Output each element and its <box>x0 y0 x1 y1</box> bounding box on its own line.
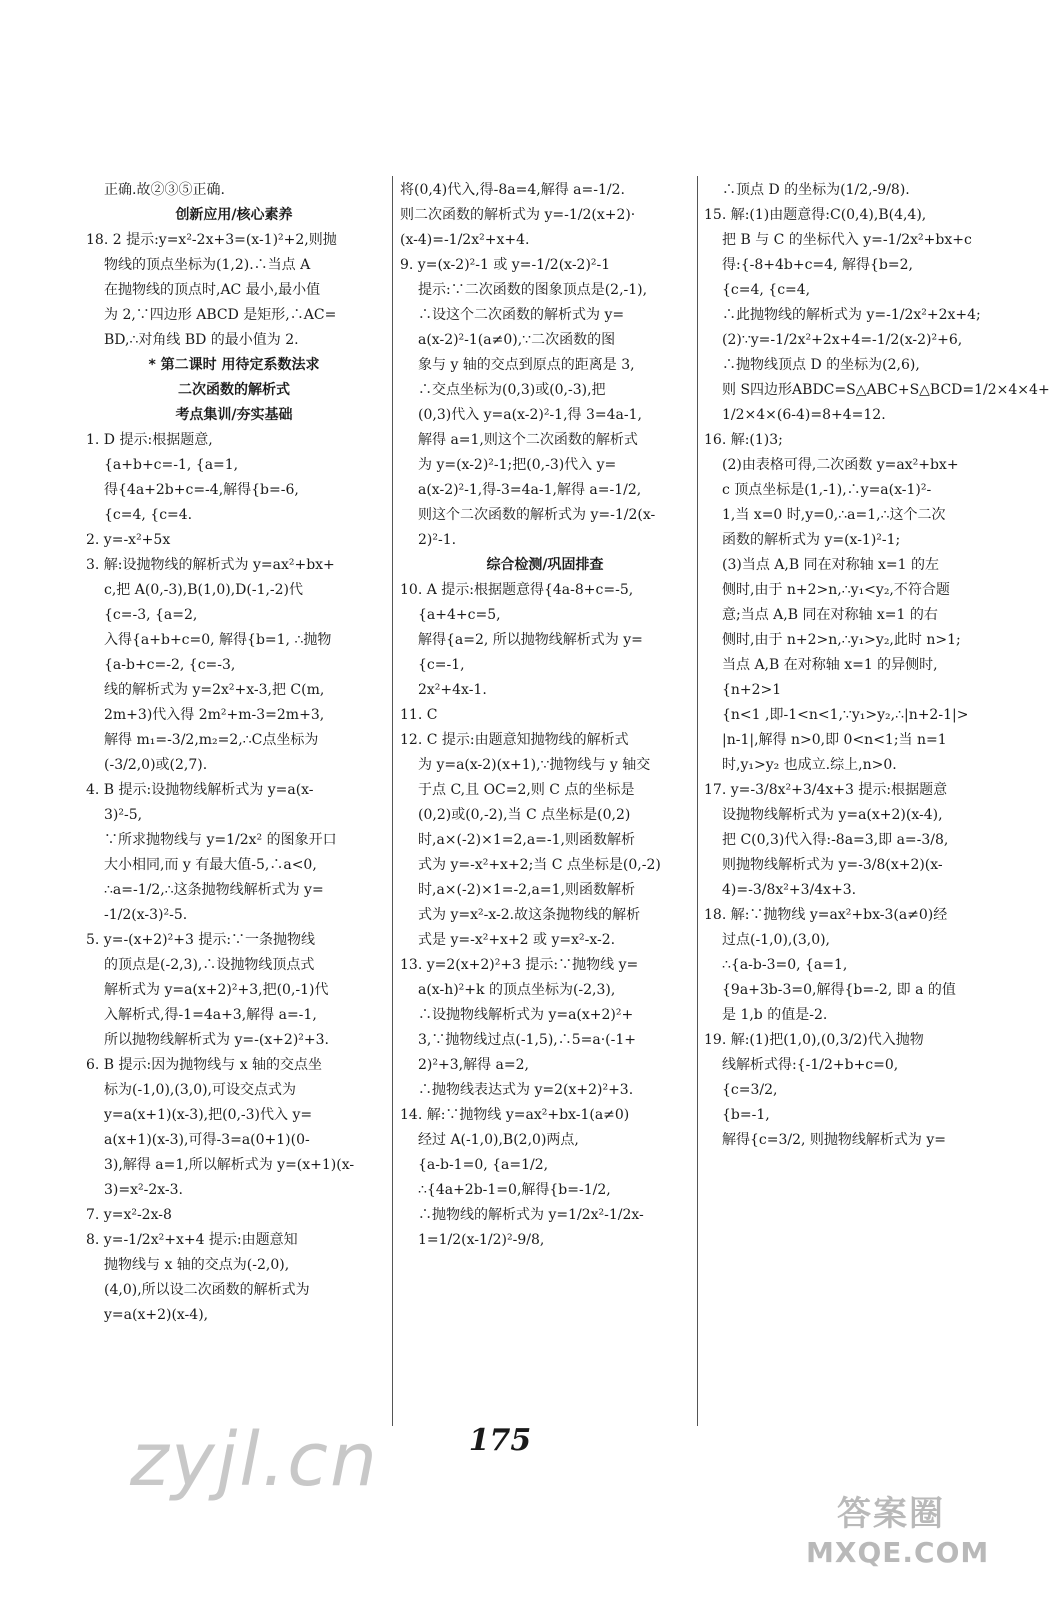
lesson-title: * 第二课时 用待定系数法求 <box>148 357 320 373</box>
answer-column-3 <box>704 178 1050 1153</box>
text-line: 的顶点是(-2,3),∴设抛物线顶点式 <box>104 957 315 973</box>
equation-system: {c=-3, {a=2, <box>104 607 198 623</box>
section-heading: 考点集训/夯实基础 <box>175 407 293 423</box>
text-line: y=a(x+2)(x-4), <box>104 1307 209 1323</box>
text-line: 时,a×(-2)×1=-2,a=1,则函数解析 <box>418 882 635 898</box>
answer-item-9: 9. y=(x-2)²-1 或 y=-1/2(x-2)²-1 <box>400 257 611 273</box>
answer-column-2 <box>400 178 690 1253</box>
answer-item-19: 19. 解:(1)把(1,0),(0,3/2)代入抛物 <box>704 1032 924 1048</box>
equation-system: {a+4+c=5, <box>418 607 501 623</box>
text-line: 大小相同,而 y 有最大值-5,∴a<0, <box>104 857 317 873</box>
text-line: -1/2(x-3)²-5. <box>104 907 188 923</box>
equation-system: ∴{4a+2b-1=0,解得{b=-1/2, <box>418 1182 611 1198</box>
text-line: ∴此抛物线的解析式为 y=-1/2x²+2x+4; <box>722 307 981 323</box>
equation-system: {c=-1, <box>418 657 465 673</box>
equation-system: {n+2>1 <box>722 682 782 698</box>
logo-title: 答案圈 <box>837 1494 945 1534</box>
text-line: ∵所求抛物线与 y=1/2x² 的图象开口 <box>104 832 337 848</box>
text-line: 解得 a=1,则这个二次函数的解析式 <box>418 432 638 448</box>
text-line: 为 y=a(x-2)(x+1),∵抛物线与 y 轴交 <box>418 757 651 773</box>
section-heading: 综合检测/巩固排查 <box>486 557 604 573</box>
equation-system: 入得{a+b+c=0, 解得{b=1, ∴抛物 <box>104 632 332 648</box>
text-line: ∴抛物线顶点 D 的坐标为(2,6), <box>722 357 920 373</box>
text-line: c 顶点坐标是(1,-1),∴y=a(x-1)²- <box>722 482 932 498</box>
answer-item-18: 18. 解:∵抛物线 y=ax²+bx-3(a≠0)经 <box>704 907 948 923</box>
text-line: 解析式为 y=a(x+2)²+3,把(0,-1)代 <box>104 982 329 998</box>
text-line: 2m+3)代入得 2m²+m-3=2m+3, <box>104 707 325 723</box>
text-line: 在抛物线的顶点时,AC 最小,最小值 <box>104 282 321 298</box>
equation-system: 得:{-8+4b+c=4, 解得{b=2, <box>722 257 913 273</box>
page-number: 175 <box>468 1423 532 1458</box>
equation-system: 线解析式得:{-1/2+b+c=0, <box>722 1057 899 1073</box>
text-line: (4,0),所以设二次函数的解析式为 <box>104 1282 310 1298</box>
logo-url: MXQE.COM <box>806 1536 990 1569</box>
text-line: 式为 y=-x²+x+2;当 C 点坐标是(0,-2) <box>418 857 661 873</box>
text-line: 标为(-1,0),(3,0),可设交点式为 <box>104 1082 297 1098</box>
text-line: 于点 C,且 OC=2,则 C 点的坐标是 <box>418 782 635 798</box>
text-line: ∴顶点 D 的坐标为(1/2,-9/8). <box>722 182 910 198</box>
text-line: a(x-h)²+k 的顶点坐标为(-2,3), <box>418 982 616 998</box>
column-divider <box>392 176 393 1426</box>
text-line: 2)²-1. <box>418 532 457 548</box>
text-line: |n-1|,解得 n>0,即 0<n<1;当 n=1 <box>722 732 947 748</box>
watermark: zyjl.cn <box>130 1417 379 1503</box>
answer-item-7: 7. y=x²-2x-8 <box>86 1207 172 1223</box>
text-line: 侧时,由于 n+2>n,∴y₁<y₂,不符合题 <box>722 582 950 598</box>
text-line: ∴抛物线表达式为 y=2(x+2)²+3. <box>418 1082 634 1098</box>
lesson-title: 二次函数的解析式 <box>178 382 290 398</box>
text-line: 4)=-3/8x²+3/4x+3. <box>722 882 857 898</box>
text-line: 时,a×(-2)×1=2,a=-1,则函数解析 <box>418 832 635 848</box>
text-line: 1/2×4×(6-4)=8+4=12. <box>722 407 886 423</box>
text-line: 把 B 与 C 的坐标代入 y=-1/2x²+bx+c <box>722 232 972 248</box>
answer-item-8: 8. y=-1/2x²+x+4 提示:由题意知 <box>86 1232 298 1248</box>
equation-system: 解得{a=2, 所以抛物线解析式为 y= <box>418 632 643 648</box>
text-line: c,把 A(0,-3),B(1,0),D(-1,-2)代 <box>104 582 304 598</box>
equation-system: {9a+3b-3=0,解得{b=-2, 即 a 的值 <box>722 982 956 998</box>
equation-system: {a-b-1=0, {a=1/2, <box>418 1157 549 1173</box>
text-line: ∴交点坐标为(0,3)或(0,-3),把 <box>418 382 606 398</box>
column-divider <box>697 176 698 1426</box>
section-heading: 创新应用/核心素养 <box>175 207 293 223</box>
text-line: 抛物线与 x 轴的交点为(-2,0), <box>104 1257 290 1273</box>
text-line: (2)由表格可得,二次函数 y=ax²+bx+ <box>722 457 959 473</box>
equation-system: 解得{c=3/2, 则抛物线解析式为 y= <box>722 1132 946 1148</box>
text-line: 3),解得 a=1,所以解析式为 y=(x+1)(x- <box>104 1157 355 1173</box>
equation-system: {b=-1, <box>722 1107 770 1123</box>
text-line: (x-4)=-1/2x²+x+4. <box>400 232 530 248</box>
text-line: 1,当 x=0 时,y=0,∴a=1,∴这个二次 <box>722 507 946 523</box>
text-line: ∴设抛物线解析式为 y=a(x+2)²+ <box>418 1007 634 1023</box>
answer-column-1 <box>86 178 382 1328</box>
text-line: 意;当点 A,B 同在对称轴 x=1 的右 <box>722 607 938 623</box>
text-line: 线的解析式为 y=2x²+x-3,把 C(m, <box>104 682 325 698</box>
equation-system: {a+b+c=-1, {a=1, <box>104 457 239 473</box>
answer-item-16: 16. 解:(1)3; <box>704 432 783 448</box>
text-line: 象与 y 轴的交点到原点的距离是 3, <box>418 357 635 373</box>
equation-system: {c=4, {c=4. <box>104 507 193 523</box>
text-line: 2x²+4x-1. <box>418 682 487 698</box>
text-line: 则 S四边形ABDC=S△ABC+S△BCD=1/2×4×4+ <box>722 382 1050 398</box>
site-logo <box>806 1492 990 1570</box>
text-line: 3)²-5, <box>104 807 143 823</box>
text-line: a(x-2)²-1,得-3=4a-1,解得 a=-1/2, <box>418 482 642 498</box>
text-line: 2)²+3,解得 a=2, <box>418 1057 529 1073</box>
text-line: ∴抛物线的解析式为 y=1/2x²-1/2x- <box>418 1207 644 1223</box>
answer-item-6: 6. B 提示:因为抛物线与 x 轴的交点坐 <box>86 1057 323 1073</box>
text-line: 设抛物线解析式为 y=a(x+2)(x-4), <box>722 807 943 823</box>
text-line: (0,2)或(0,-2),当 C 点坐标是(0,2) <box>418 807 631 823</box>
answer-item-15: 15. 解:(1)由题意得:C(0,4),B(4,4), <box>704 207 927 223</box>
text-line: a(x-2)²-1(a≠0),∵二次函数的图 <box>418 332 616 348</box>
answer-item-18: 18. 2 提示:y=x²-2x+3=(x-1)²+2,则抛 <box>86 232 337 248</box>
equation-system: 得{4a+2b+c=-4,解得{b=-6, <box>104 482 299 498</box>
text-line: 解得 m₁=-3/2,m₂=2,∴C点坐标为 <box>104 732 319 748</box>
answer-item-14: 14. 解:∵抛物线 y=ax²+bx-1(a≠0) <box>400 1107 630 1123</box>
text-line: BD,∴对角线 BD 的最小值为 2. <box>104 332 299 348</box>
text-line: (-3/2,0)或(2,7). <box>104 757 208 773</box>
text-line: 把 C(0,3)代入得:-8a=3,即 a=-3/8, <box>722 832 949 848</box>
answer-item-13: 13. y=2(x+2)²+3 提示:∵抛物线 y= <box>400 957 639 973</box>
text-line: y=a(x+1)(x-3),把(0,-3)代入 y= <box>104 1107 313 1123</box>
equation-system: ∴{a-b-3=0, {a=1, <box>722 957 848 973</box>
text-line: 提示:∵二次函数的图象顶点是(2,-1), <box>418 282 648 298</box>
answer-item-12: 12. C 提示:由题意知抛物线的解析式 <box>400 732 629 748</box>
text-line: 1=1/2(x-1/2)²-9/8, <box>418 1232 545 1248</box>
text-line: 侧时,由于 n+2>n,∴y₁>y₂,此时 n>1; <box>722 632 961 648</box>
text-line: 为 y=(x-2)²-1;把(0,-3)代入 y= <box>418 457 617 473</box>
text-line: 则抛物线解析式为 y=-3/8(x+2)(x- <box>722 857 943 873</box>
text-line: 为 2,∵四边形 ABCD 是矩形,∴AC= <box>104 307 337 323</box>
answer-item-2: 2. y=-x²+5x <box>86 532 171 548</box>
answer-item-17: 17. y=-3/8x²+3/4x+3 提示:根据题意 <box>704 782 948 798</box>
text-line: 物线的顶点坐标为(1,2).∴当点 A <box>104 257 311 273</box>
answer-item-4: 4. B 提示:设抛物线解析式为 y=a(x- <box>86 782 314 798</box>
text-line: 入解析式,得-1=4a+3,解得 a=-1, <box>104 1007 317 1023</box>
text-line: ∴设这个二次函数的解析式为 y= <box>418 307 625 323</box>
answer-item-11: 11. C <box>400 707 438 723</box>
text-line: 所以抛物线解析式为 y=-(x+2)²+3. <box>104 1032 329 1048</box>
equation-system: {a-b+c=-2, {c=-3, <box>104 657 236 673</box>
equation-system: {c=4, {c=4, <box>722 282 811 298</box>
text-line: 经过 A(-1,0),B(2,0)两点, <box>418 1132 579 1148</box>
text-line: 则二次函数的解析式为 y=-1/2(x+2)· <box>400 207 636 223</box>
text-line: a(x+1)(x-3),可得-3=a(0+1)(0- <box>104 1132 310 1148</box>
text-line: 时,y₁>y₂ 也成立.综上,n>0. <box>722 757 897 773</box>
answer-item-3: 3. 解:设抛物线的解析式为 y=ax²+bx+ <box>86 557 335 573</box>
text-line: 当点 A,B 在对称轴 x=1 的异侧时, <box>722 657 938 673</box>
text-line: 式为 y=x²-x-2.故这条抛物线的解析 <box>418 907 641 923</box>
text-line: 则这个二次函数的解析式为 y=-1/2(x- <box>418 507 656 523</box>
text-line: 函数的解析式为 y=(x-1)²-1; <box>722 532 901 548</box>
equation-system: {c=3/2, <box>722 1082 778 1098</box>
answer-item-5: 5. y=-(x+2)²+3 提示:∵一条抛物线 <box>86 932 316 948</box>
text-line: ∴a=-1/2,∴这条抛物线解析式为 y= <box>104 882 324 898</box>
text-line: 正确.故②③⑤正确. <box>104 182 225 198</box>
text-line: 式是 y=-x²+x+2 或 y=x²-x-2. <box>418 932 616 948</box>
text-line: 将(0,4)代入,得-8a=4,解得 a=-1/2. <box>400 182 625 198</box>
text-line: 过点(-1,0),(3,0), <box>722 932 831 948</box>
text-line: 3)=x²-2x-3. <box>104 1182 183 1198</box>
text-line: 是 1,b 的值是-2. <box>722 1007 828 1023</box>
equation-system: {n<1 ,即-1<n<1,∵y₁>y₂,∴|n+2-1|> <box>722 707 969 723</box>
answer-item-10: 10. A 提示:根据题意得{4a-8+c=-5, <box>400 582 634 598</box>
answer-item-1: 1. D 提示:根据题意, <box>86 432 213 448</box>
text-line: (3)当点 A,B 同在对称轴 x=1 的左 <box>722 557 940 573</box>
text-line: 3,∵抛物线过点(-1,5),∴5=a·(-1+ <box>418 1032 636 1048</box>
text-line: (2)∵y=-1/2x²+2x+4=-1/2(x-2)²+6, <box>722 332 963 348</box>
text-line: (0,3)代入 y=a(x-2)²-1,得 3=4a-1, <box>418 407 642 423</box>
